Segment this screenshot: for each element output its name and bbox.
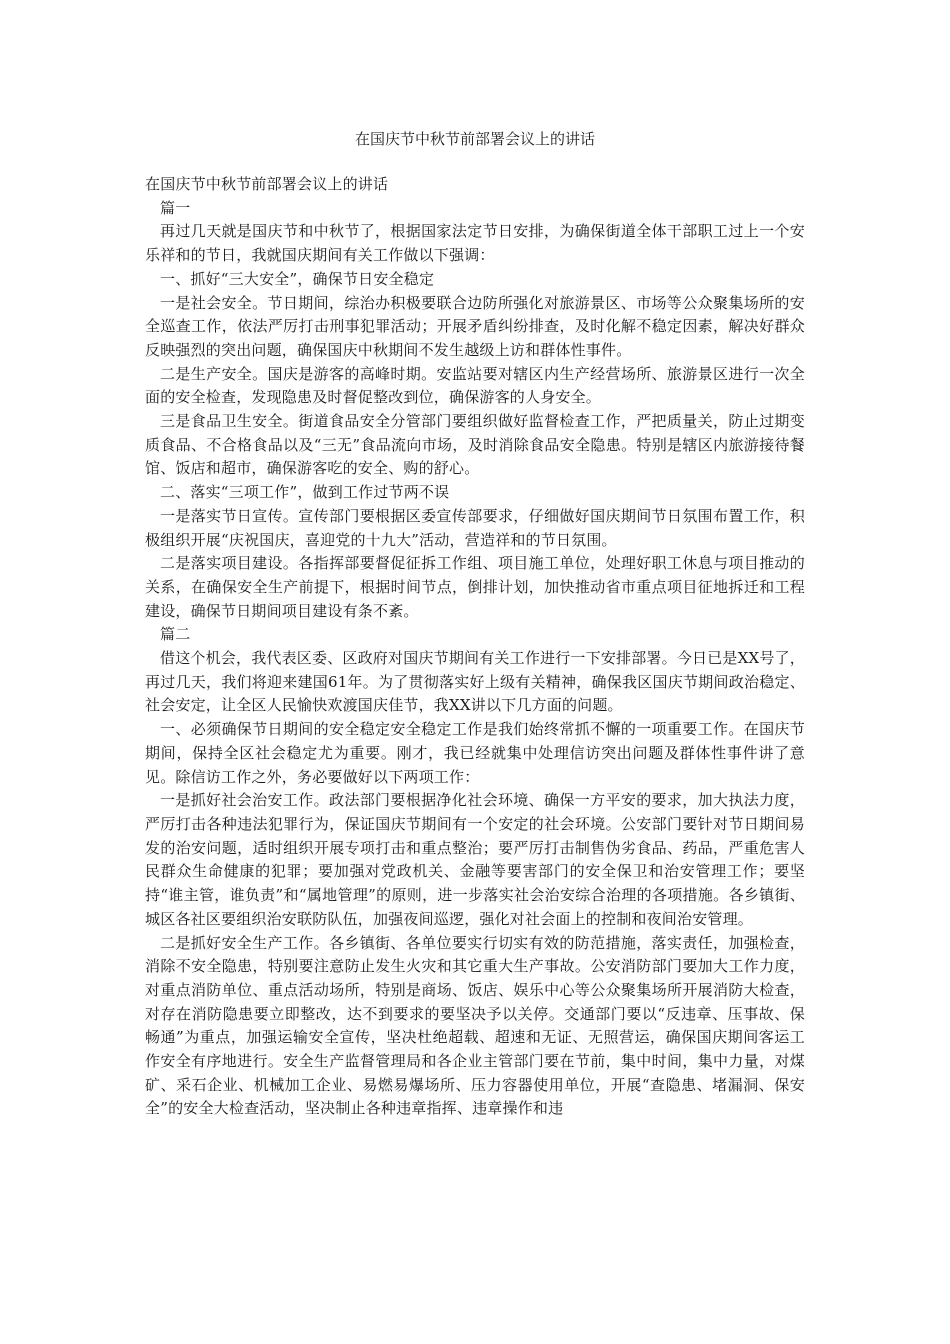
body-heading: 在国庆节中秋节前部署会议上的讲话 (145, 175, 389, 193)
paragraph: 一是社会安全。节日期间，综治办积极要联合边防所强化对旅游景区、市场等公众聚集场所的安全巡查工作，依法严厉打击刑事犯罪活动；开展矛盾纠纷排查，及时化解不稳定因素，解决好群众反映强烈的突出问题，确保国庆中秋期间不发生越级上访和群体性事件。 (145, 293, 805, 359)
paragraph: 一是抓好社会治安工作。政法部门要根据净化社会环境、确保一方平安的要求，加大执法力度，严厉打击各种违法犯罪行为，保证国庆节期间有一个安定的社会环境。公安部门要针对节日期间易发的治安问题，适时组织开展专项打击和重点整治；要严厉打击制售伪劣食品、药品，严重危害人民群众生命健康的犯罪；要加强对党政机关、金融等要害部门的安全保卫和治安管理工作；要坚持“谁主管，谁负责”和“属地管理”的原则，进一步落实社会治安综合治理的各项措施。各乡镇街、城区各社区要组织治安联防队伍，加强夜间巡逻，强化对社会面上的控制和夜间治安管理。 (145, 791, 805, 928)
paragraph: 三是食品卫生安全。街道食品安全分管部门要组织做好监督检查工作，严把质量关，防止过期变质食品、不合格食品以及“三无”食品流向市场，及时消除食品安全隐患。特别是辖区内旅游接待餐馆、饭店和超市，确保游客吃的安全、购的舒心。 (145, 412, 805, 478)
paragraph: 再过几天就是国庆节和中秋节了，根据国家法定节日安排，为确保街道全体干部职工过上一个安乐祥和的节日，我就国庆期间有关工作做以下强调： (145, 222, 805, 265)
section-heading: 一、抓好“三大安全”，确保节日安全稳定 (160, 269, 435, 288)
paragraph: 二是生产安全。国庆是游客的高峰时期。安监站要对辖区内生产经营场所、旅游景区进行一次全面的安全检查，发现隐患及时督促整改到位，确保游客的人身安全。 (145, 364, 805, 407)
section-label-part-one: 篇一 (160, 198, 191, 217)
paragraph: 借这个机会，我代表区委、区政府对国庆节期间有关工作进行一下安排部署。今日已是XX号了，再过几天，我们将迎来建国61年。为了贯彻落实好上级有关精神，确保我区国庆节期间政治稳定、社会安定，让全区人民愉快欢渡国庆佳节，我XX讲以下几方面的问题。 (145, 649, 805, 715)
paragraph: 一是落实节日宣传。宣传部门要根据区委宣传部要求，仔细做好国庆期间节日氛围布置工作，积极组织开展“庆祝国庆，喜迎党的十九大”活动，营造祥和的节日氛围。 (145, 506, 805, 549)
paragraph: 二是落实项目建设。各指挥部要督促征拆工作组、项目施工单位，处理好职工休息与项目推动的关系，在确保安全生产前提下，根据时间节点，倒排计划，加快推动省市重点项目征地拆迁和工程建设，确保节日期间项目建设有条不紊。 (145, 554, 805, 620)
document-title: 在国庆节中秋节前部署会议上的讲话 (354, 130, 595, 148)
document-body (145, 173, 805, 1121)
paragraph: 二是抓好安全生产工作。各乡镇街、各单位要实行切实有效的防范措施，落实责任，加强检查，消除不安全隐患，特别要注意防止发生火灾和其它重大生产事故。公安消防部门要加大工作力度，对重点消防单位、重点活动场所，特别是商场、饭店、娱乐中心等公众聚集场所开展消防大检查，对存在消防隐患要立即整改，达不到要求的要坚决予以关停。交通部门要以“反违章、压事故、保畅通”为重点，加强运输安全宣传，坚决杜绝超载、超速和无证、无照营运，确保国庆期间客运工作安全有序地进行。安全生产监督管理局和各企业主管部门要在节前，集中时间，集中力量，对煤矿、采石企业、机械加工企业、易燃易爆场所、压力容器使用单位，开展“查隐患、堵漏洞、保安全”的安全大检查活动，坚决制止各种违章指挥、违章操作和违 (145, 933, 805, 1118)
paragraph: 一、必须确保节日期间的安全稳定安全稳定工作是我们始终常抓不懈的一项重要工作。在国庆节期间，保持全区社会稳定尤为重要。刚才，我已经就集中处理信访突出问题及群体性事件讲了意见。除信访工作之外，务必要做好以下两项工作： (145, 720, 805, 786)
section-label-part-two: 篇二 (160, 625, 191, 644)
section-heading: 二、落实“三项工作”，做到工作过节两不误 (160, 483, 450, 502)
